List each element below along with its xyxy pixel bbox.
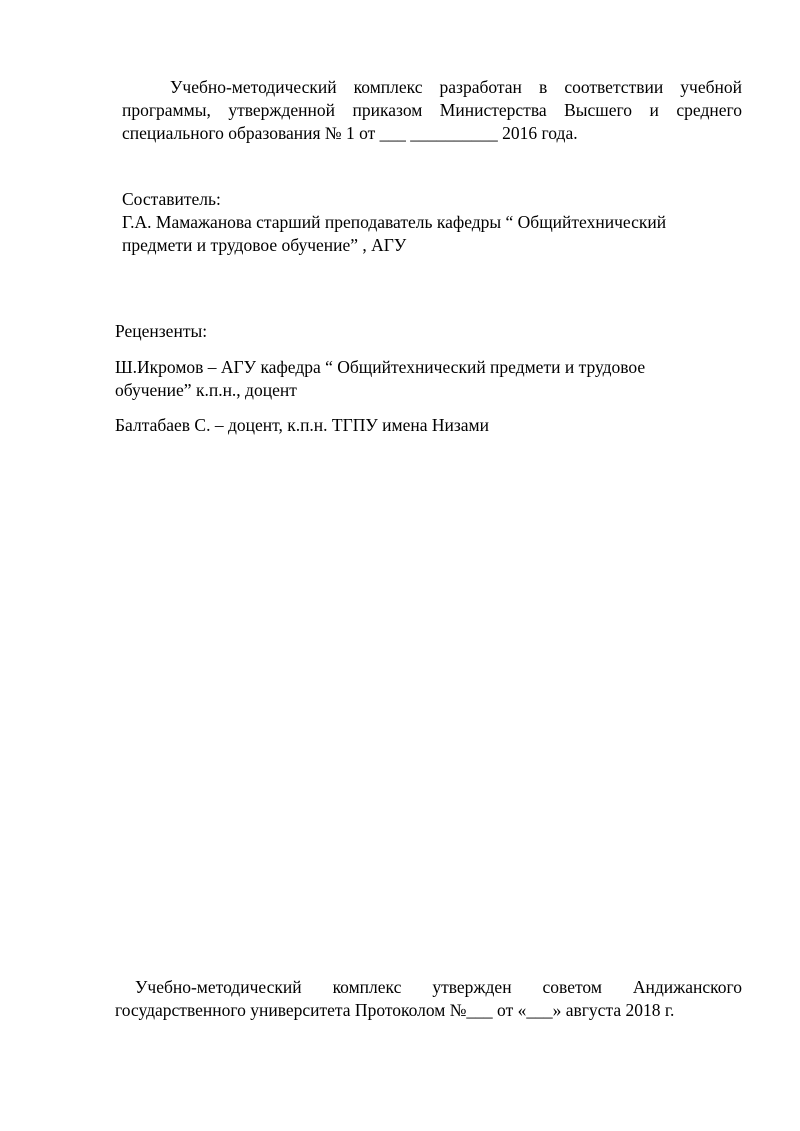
reviewer-1 [115,356,745,402]
reviewers-section [115,320,745,437]
reviewer-1-line-2: обучение” к.п.н., доцент [115,380,297,400]
compiler-line-1: Г.А. Мамажанова старший преподаватель кафедры “ Общийтехнический [122,212,667,232]
intro-line-3: специального образования № 1 от ___ __________ 2016 года. [122,123,578,143]
compiler-label: Составитель: [122,189,221,209]
intro-line-2: программы, утвержденной приказом Министерства Высшего и среднего [122,100,742,120]
compiler-section [122,188,742,257]
intro-paragraph [122,76,742,145]
reviewers-label: Рецензенты: [115,321,208,341]
approval-line-2: государственного университета Протоколом №___ от «___» августа 2018 г. [115,1000,675,1020]
compiler-line-2: предмети и трудовое обучение” , АГУ [122,235,407,255]
approval-paragraph [115,976,742,1022]
approval-line-1: Учебно-методический комплекс утвержден советом Андижанского [135,977,742,997]
reviewer-1-line-1: Ш.Икромов – АГУ кафедра “ Общийтехнический предмети и трудовое [115,357,646,377]
intro-line-1: Учебно-методический комплекс разработан в соответствии учебной [170,77,742,97]
reviewer-2: Балтабаев С. – доцент, к.п.н. ТГПУ имена Низами [115,415,489,435]
